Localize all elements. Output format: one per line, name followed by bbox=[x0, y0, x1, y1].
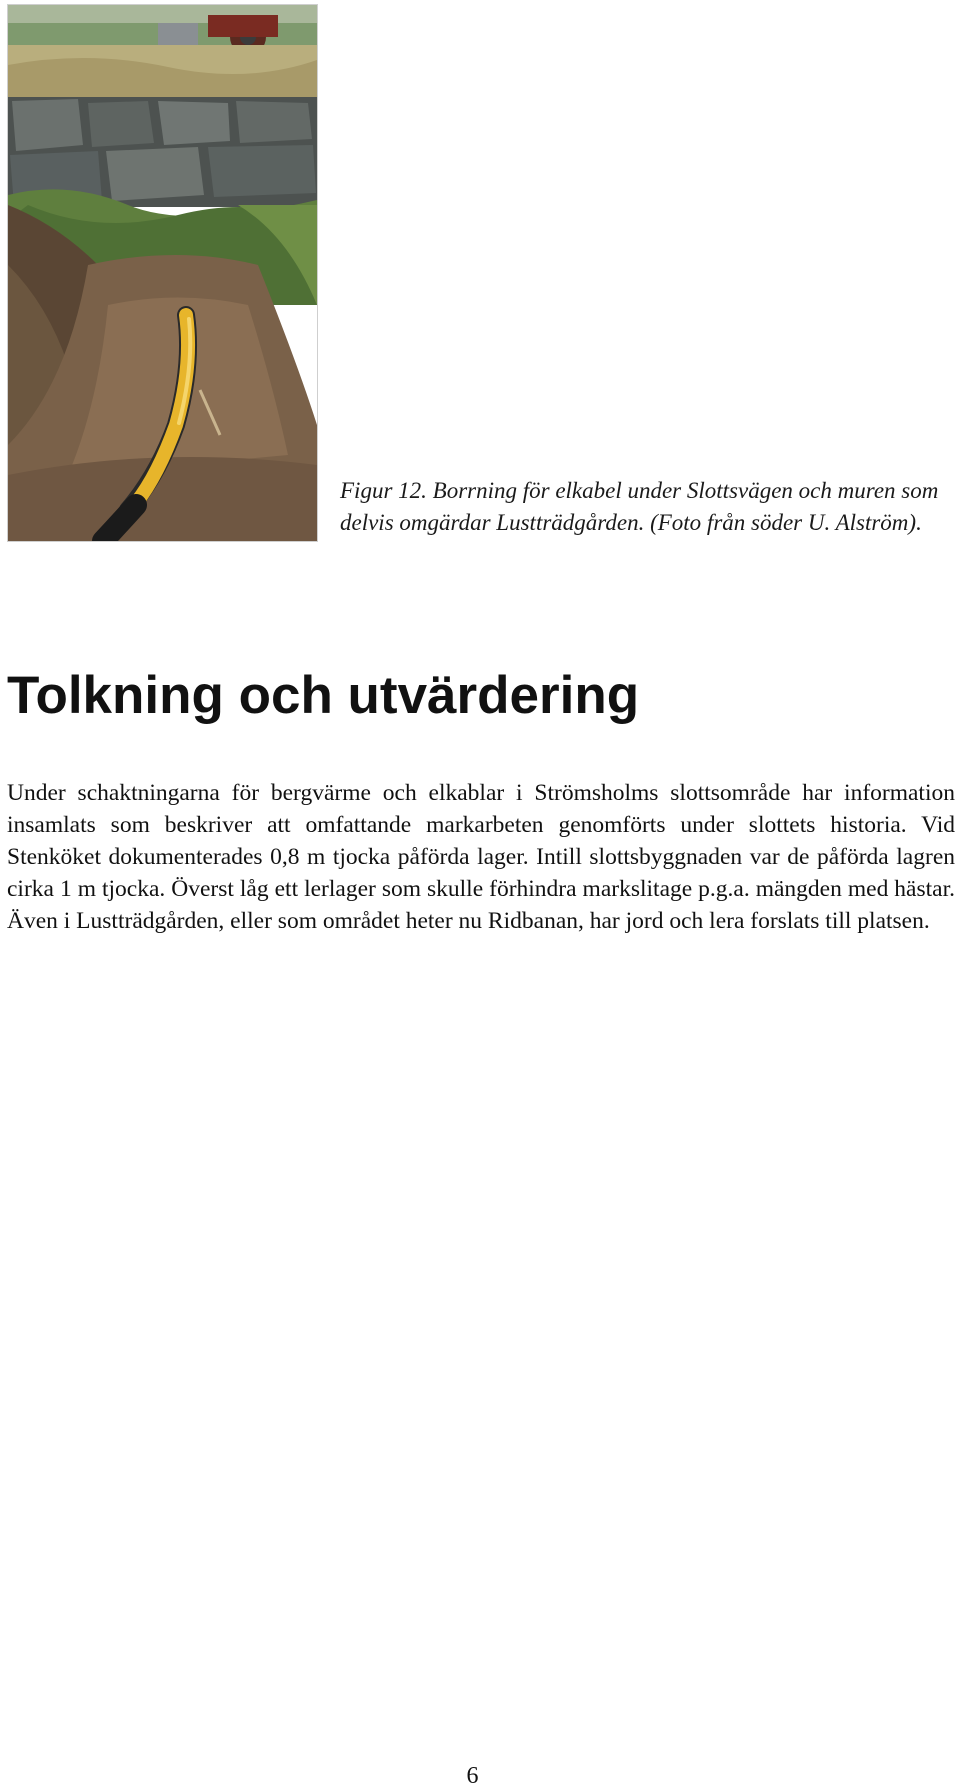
figure-caption: Figur 12. Borrning för elkabel under Slottsvägen och muren som delvis omgärdar Lustträdgården. (Foto från söder U. Alström). bbox=[340, 478, 939, 535]
page-number: 6 bbox=[466, 1763, 479, 1789]
body-paragraph: Under schaktningarna för bergvärme och elkablar i Strömsholms slottsområde har information insamlats som beskriver att omfattande markarbeten genomförts under slottets historia. Vid Stenköket dokumenterades 0,8 m tjocka påförda lager. Intill slottsbyggnaden var de påförda lagren cirka 1 m tjocka. Överst låg ett lerlager som skulle förhindra markslitage p.g.a. mängden med hästar. Även i Lustträdgården, eller som området heter nu Ridbanan, har jord och lera forslats till platsen. bbox=[7, 780, 955, 934]
trench-photo bbox=[7, 4, 318, 542]
section-heading: Tolkning och utvärdering bbox=[7, 666, 640, 725]
